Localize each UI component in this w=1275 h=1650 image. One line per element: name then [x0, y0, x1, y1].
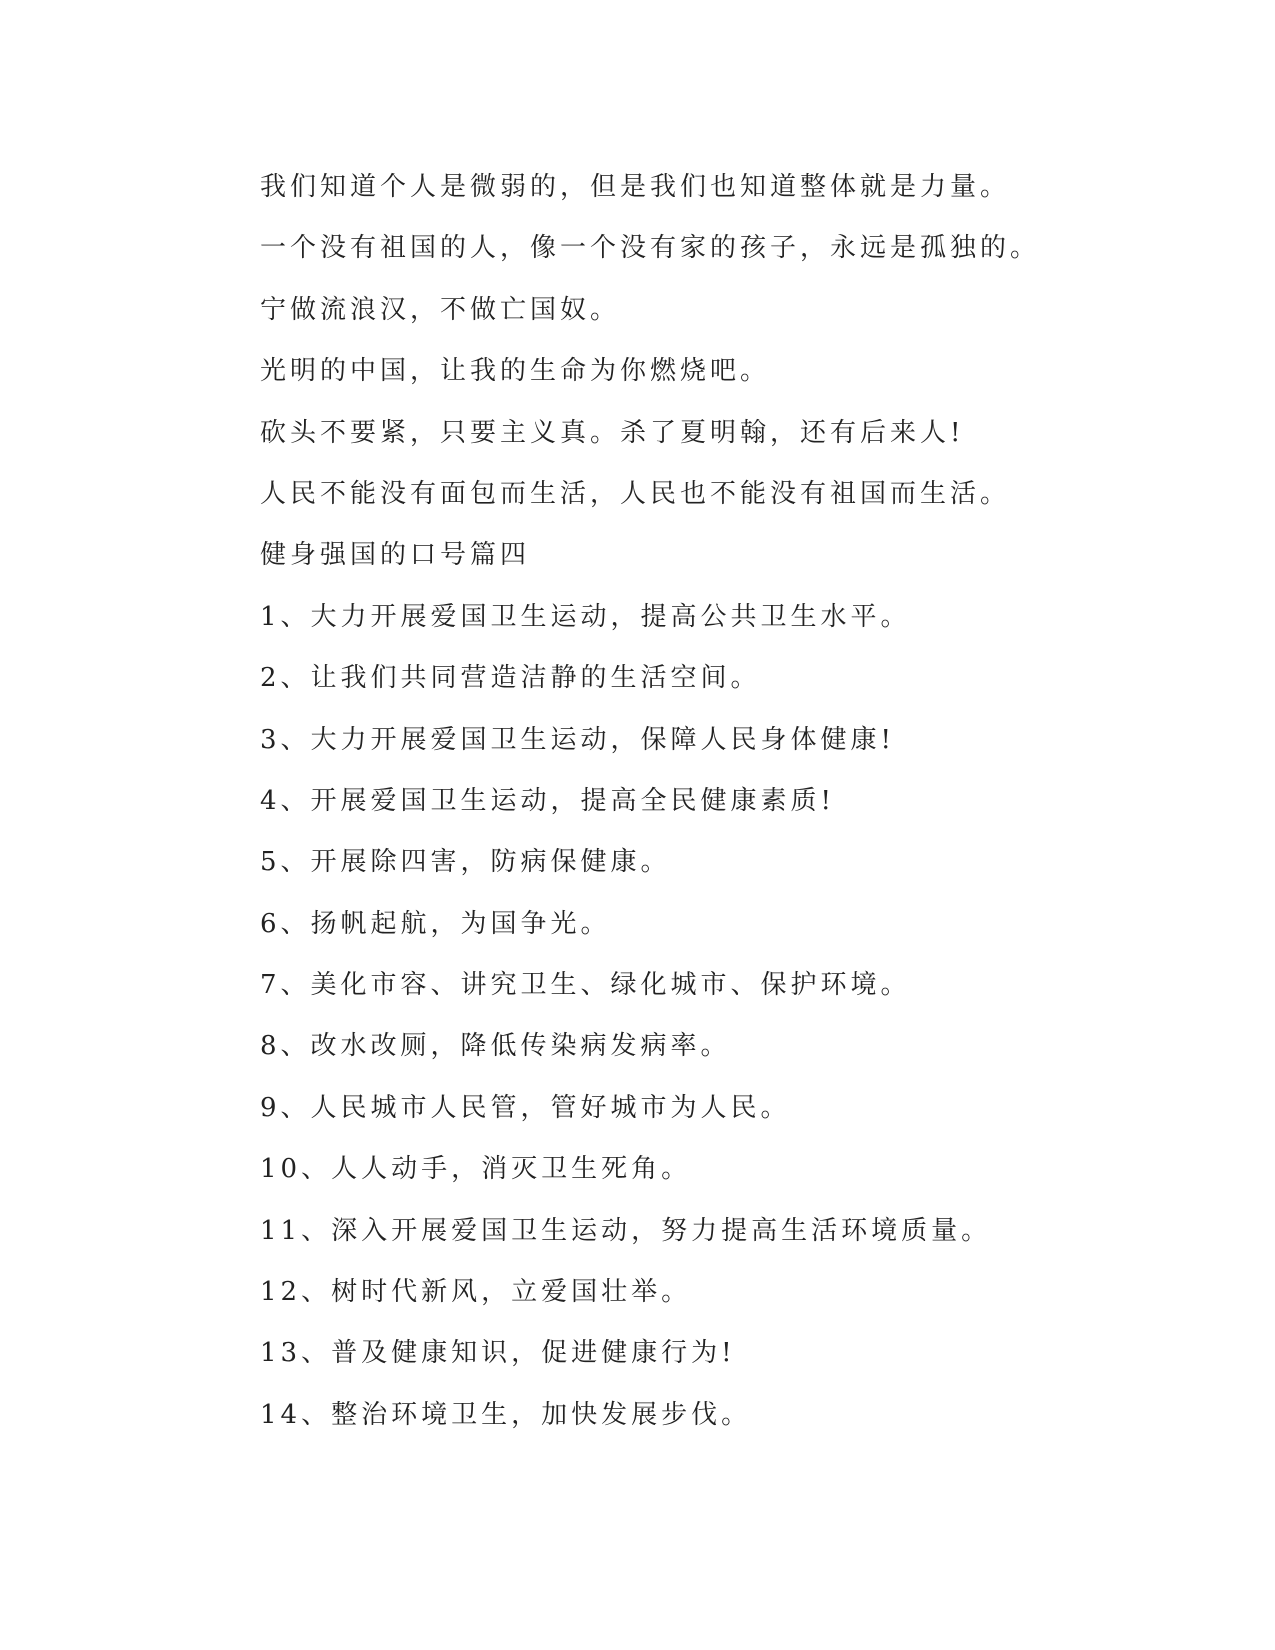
document-body	[260, 167, 1060, 1456]
slogan-item: 14、整治环境卫生，加快发展步伐。	[260, 1399, 752, 1430]
slogan-item: 12、树时代新风，立爱国壮举。	[260, 1277, 692, 1308]
slogan-item: 8、改水改厕，降低传染病发病率。	[260, 1031, 731, 1062]
slogan-item: 1、大力开展爱国卫生运动，提高公共卫生水平。	[260, 601, 911, 632]
slogan-item: 10、人人动手，消灭卫生死角。	[260, 1154, 692, 1185]
intro-line: 人民不能没有面包而生活，人民也不能没有祖国而生活。	[260, 478, 1011, 509]
intro-line: 一个没有祖国的人，像一个没有家的孩子，永远是孤独的。	[260, 233, 1041, 264]
slogan-item: 6、扬帆起航，为国争光。	[260, 908, 611, 939]
slogan-item: 3、大力开展爱国卫生运动，保障人民身体健康!	[260, 724, 895, 755]
section-title: 健身强国的口号篇四	[260, 540, 531, 571]
intro-line: 光明的中国，让我的生命为你燃烧吧。	[260, 356, 771, 387]
slogan-item: 4、开展爱国卫生运动，提高全民健康素质!	[260, 785, 835, 816]
slogan-item: 13、普及健康知识，促进健康行为!	[260, 1338, 736, 1369]
intro-line: 砍头不要紧，只要主义真。杀了夏明翰，还有后来人!	[260, 417, 965, 448]
slogan-item: 9、人民城市人民管，管好城市为人民。	[260, 1092, 791, 1123]
intro-line: 我们知道个人是微弱的，但是我们也知道整体就是力量。	[260, 172, 1011, 202]
slogan-item: 11、深入开展爱国卫生运动，努力提高生活环境质量。	[260, 1215, 992, 1246]
intro-line: 宁做流浪汉，不做亡国奴。	[260, 294, 621, 325]
slogan-item: 2、让我们共同营造洁静的生活空间。	[260, 663, 761, 694]
slogan-item: 7、美化市容、讲究卫生、绿化城市、保护环境。	[260, 970, 911, 1001]
slogan-item: 5、开展除四害，防病保健康。	[260, 847, 671, 878]
